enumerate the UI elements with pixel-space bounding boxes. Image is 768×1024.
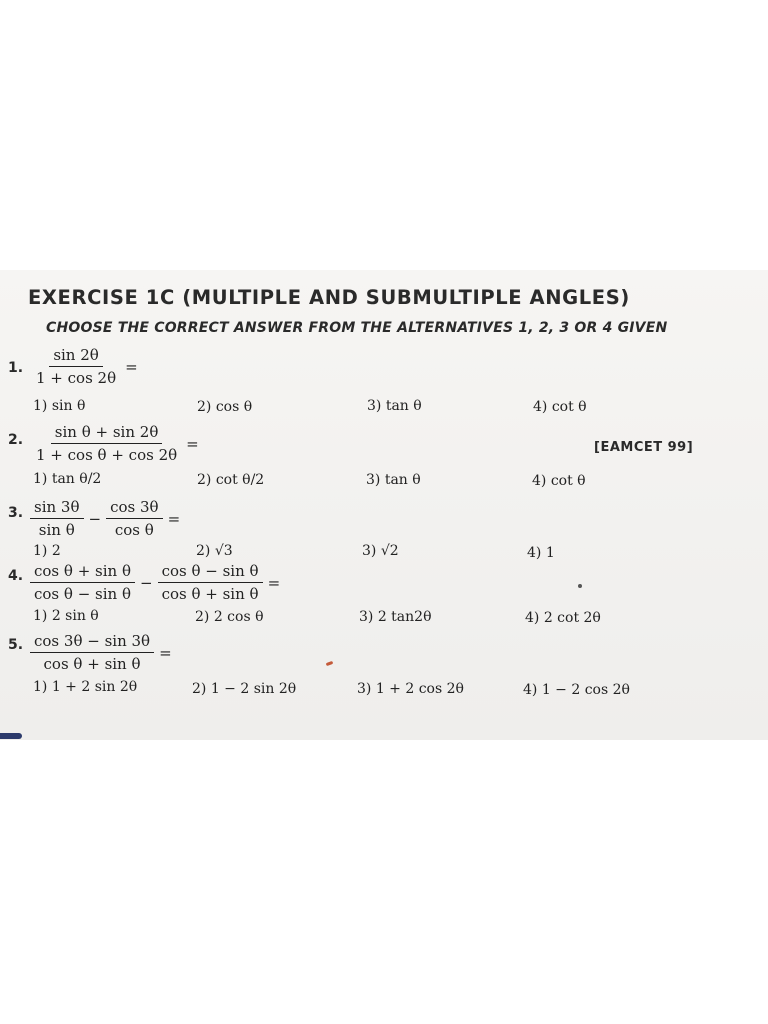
question-5-number: 5. bbox=[8, 637, 24, 653]
question-1-number: 1. bbox=[8, 360, 24, 376]
fraction-denominator: cos θ − sin θ bbox=[34, 585, 131, 603]
question-5-option-3: 3) 1 + 2 cos 2θ bbox=[357, 681, 464, 697]
question-5-fraction bbox=[30, 632, 154, 673]
question-3-fraction-1 bbox=[30, 498, 84, 539]
question-3-number: 3. bbox=[8, 505, 24, 521]
fraction-numerator: sin 3θ bbox=[30, 498, 84, 519]
fraction-denominator: cos θ + sin θ bbox=[161, 585, 259, 603]
exercise-title: EXERCISE 1C (MULTIPLE AND SUBMULTIPLE ANGLES) bbox=[28, 286, 630, 309]
equals-sign: = bbox=[186, 434, 199, 453]
fraction-denominator: cos θ bbox=[114, 521, 154, 539]
question-1-option-3: 3) tan θ bbox=[367, 398, 422, 414]
question-4-option-4: 4) 2 cot 2θ bbox=[525, 610, 601, 626]
question-2-option-3: 3) tan θ bbox=[366, 472, 421, 488]
equals-sign: = bbox=[125, 357, 138, 376]
question-4-fraction-2 bbox=[158, 562, 263, 603]
fraction-numerator: cos θ + sin θ bbox=[30, 562, 135, 583]
question-3-expression bbox=[28, 498, 183, 539]
question-5-expression bbox=[28, 632, 175, 673]
fraction-denominator: cos θ + sin θ bbox=[43, 655, 141, 673]
question-4-number: 4. bbox=[8, 568, 24, 584]
minus-sign: − bbox=[140, 573, 153, 592]
fraction-numerator: sin θ + sin 2θ bbox=[51, 423, 163, 444]
exercise-instruction: CHOOSE THE CORRECT ANSWER FROM THE ALTERNATIVES 1, 2, 3 OR 4 GIVEN bbox=[46, 320, 668, 336]
question-2-fraction bbox=[32, 423, 181, 464]
question-3-option-2: 2) √3 bbox=[196, 543, 233, 559]
question-2-number: 2. bbox=[8, 432, 24, 448]
question-1-option-2: 2) cos θ bbox=[197, 399, 253, 415]
question-1-option-1: 1) sin θ bbox=[33, 398, 86, 414]
question-4-option-3: 3) 2 tan2θ bbox=[359, 609, 432, 625]
fraction-numerator: sin 2θ bbox=[49, 346, 103, 367]
question-3-option-3: 3) √2 bbox=[362, 543, 399, 559]
question-4-option-2: 2) 2 cos θ bbox=[195, 609, 264, 625]
fraction-denominator: 1 + cos θ + cos 2θ bbox=[36, 446, 178, 464]
fraction-denominator: 1 + cos 2θ bbox=[36, 369, 117, 387]
question-4-fraction-1 bbox=[30, 562, 135, 603]
ink-dot bbox=[578, 584, 582, 588]
question-1-fraction bbox=[32, 346, 120, 387]
question-2-expression bbox=[30, 423, 202, 464]
question-2-option-1: 1) tan θ/2 bbox=[33, 471, 102, 487]
page-edge-mark bbox=[0, 733, 22, 739]
question-5-option-2: 2) 1 − 2 sin 2θ bbox=[192, 681, 297, 697]
question-5-option-1: 1) 1 + 2 sin 2θ bbox=[33, 679, 138, 695]
question-4-option-1: 1) 2 sin θ bbox=[33, 608, 99, 624]
fraction-numerator: cos 3θ bbox=[106, 498, 162, 519]
question-2-option-2: 2) cot θ/2 bbox=[197, 472, 265, 488]
equals-sign: = bbox=[267, 573, 281, 592]
question-1-expression bbox=[30, 346, 141, 387]
fraction-numerator: cos θ − sin θ bbox=[158, 562, 263, 583]
question-3-option-4: 4) 1 bbox=[527, 545, 555, 561]
question-4-expression bbox=[28, 562, 283, 603]
exam-source-tag: [EAMCET 99] bbox=[594, 440, 694, 455]
question-3-option-1: 1) 2 bbox=[33, 543, 61, 559]
fraction-numerator: cos 3θ − sin 3θ bbox=[30, 632, 154, 653]
equals-sign: = bbox=[159, 643, 172, 662]
question-3-fraction-2 bbox=[106, 498, 162, 539]
fraction-denominator: sin θ bbox=[38, 521, 75, 539]
question-2-option-4: 4) cot θ bbox=[532, 473, 586, 489]
question-5-option-4: 4) 1 − 2 cos 2θ bbox=[523, 682, 630, 698]
equals-sign: = bbox=[167, 509, 181, 528]
question-1-option-4: 4) cot θ bbox=[533, 399, 587, 415]
minus-sign: − bbox=[88, 509, 102, 528]
